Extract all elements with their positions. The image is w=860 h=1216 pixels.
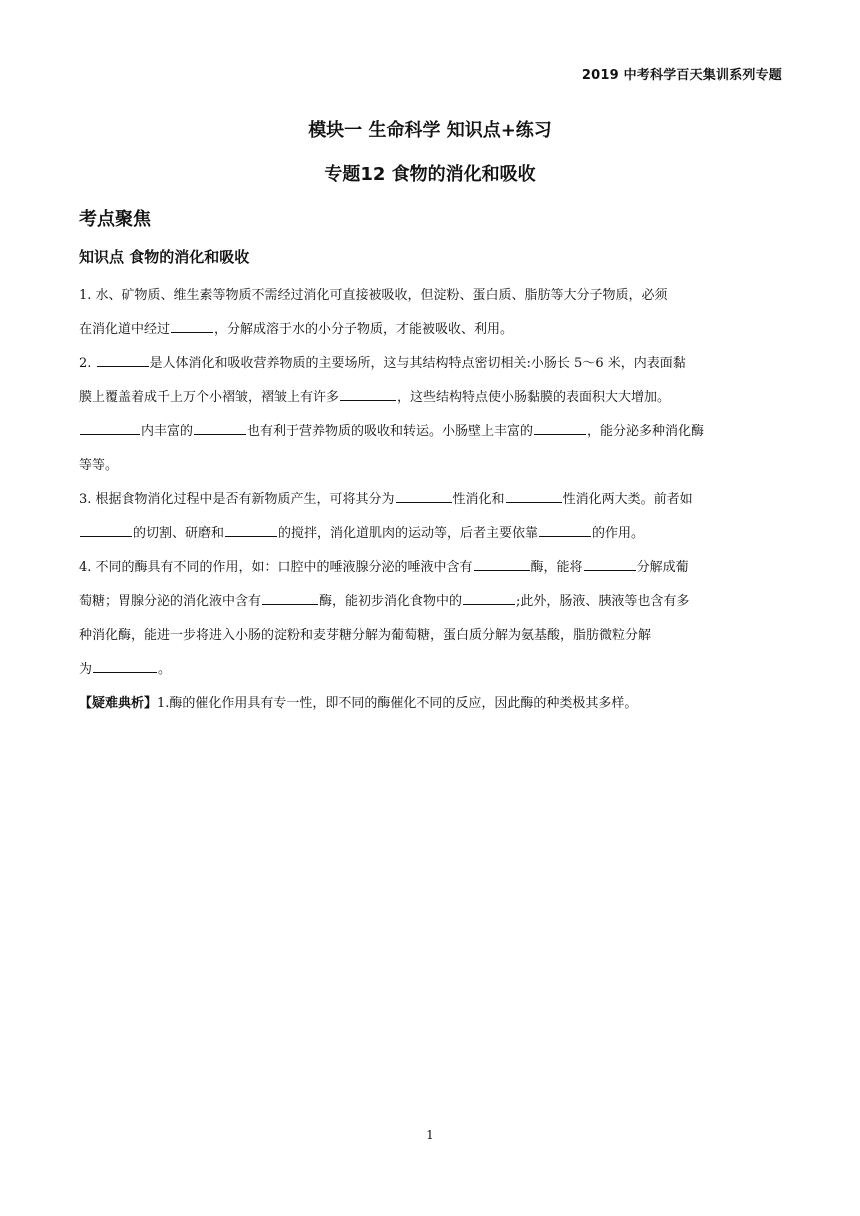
item-4-text: 为: [79, 662, 93, 677]
item-3-text: 性消化两大类。前者如: [562, 492, 693, 507]
fill-blank[interactable]: [93, 658, 157, 673]
fill-blank[interactable]: [474, 556, 530, 571]
knowledge-point-heading: 知识点 食物的消化和吸收: [79, 248, 250, 266]
fill-blank[interactable]: [584, 556, 636, 571]
item-2-line-1: [79, 347, 781, 381]
item-3-text: 的切割、研磨和: [133, 526, 225, 541]
note-label: 【疑难典析】: [79, 696, 158, 711]
fill-blank[interactable]: [97, 352, 149, 367]
item-2-text: 膜上覆盖着成千上万个小褶皱，褶皱上有许多: [79, 390, 340, 405]
fill-blank[interactable]: [225, 522, 277, 537]
item-2-text: 内丰富的: [141, 424, 194, 439]
item-3-text: 的搅拌，消化道肌肉的运动等，后者主要依靠: [278, 526, 539, 541]
item-2-line-2: [79, 381, 781, 415]
item-4-line-3: [79, 619, 781, 653]
item-2-line-4: [79, 449, 781, 483]
item-2-text: ，能分泌多种消化酶: [587, 424, 705, 439]
topic-title: 专题12 食物的消化和吸收: [324, 164, 536, 185]
fill-blank[interactable]: [80, 420, 140, 435]
item-2-text: 是人体消化和吸收营养物质的主要场所，这与其结构特点密切相关:小肠长 5～6 米，内表面黏: [149, 356, 686, 371]
series-header: 2019 中考科学百天集训系列专题: [581, 68, 782, 83]
module-title: 模块一 生命科学 知识点+练习: [308, 120, 552, 141]
item-4-text: 分解成葡: [636, 560, 689, 575]
item-3-text: 性消化和: [452, 492, 505, 507]
fill-blank[interactable]: [506, 488, 562, 503]
section-heading: 考点聚焦: [79, 209, 151, 230]
item-3-line-1: [79, 483, 781, 517]
fill-blank[interactable]: [463, 590, 515, 605]
note-text: 1.酶的催化作用具有专一性，即不同的酶催化不同的反应，因此酶的种类极其多样。: [157, 696, 638, 711]
fill-blank[interactable]: [539, 522, 591, 537]
item-4-line-2: [79, 585, 781, 619]
item-4-text: 。: [158, 662, 172, 677]
fill-blank[interactable]: [340, 386, 396, 401]
item-2-text: 也有利于营养物质的吸收和转运。小肠壁上丰富的: [247, 424, 534, 439]
fill-blank[interactable]: [262, 590, 318, 605]
item-1-text: ，分解成溶于水的小分子物质，才能被吸收、利用。: [214, 322, 514, 337]
item-1-text: 在消化道中经过: [79, 322, 171, 337]
item-3-text: 3. 根据食物消化过程中是否有新物质产生，可将其分为: [79, 492, 395, 507]
item-4-line-4: [79, 653, 781, 687]
item-3-text: 的作用。: [592, 526, 645, 541]
fill-blank[interactable]: [396, 488, 452, 503]
exercise-content: [79, 279, 781, 721]
item-4-text: 酶，能初步消化食物中的: [319, 594, 463, 609]
item-4-text: 萄糖；胃腺分泌的消化液中含有: [79, 594, 262, 609]
item-1-line-1: [79, 279, 781, 313]
item-4-line-1: [79, 551, 781, 585]
item-4-text: 酶，能将: [530, 560, 583, 575]
fill-blank[interactable]: [194, 420, 246, 435]
fill-blank[interactable]: [80, 522, 132, 537]
item-2-text: ，这些结构特点使小肠黏膜的表面积大大增加。: [397, 390, 671, 405]
item-2-line-3: [79, 415, 781, 449]
item-3-line-2: [79, 517, 781, 551]
item-1-line-2: [79, 313, 781, 347]
item-1-text: 1. 水、矿物质、维生素等物质不需经过消化可直接被吸收，但淀粉、蛋白质、脂肪等大分子物质，必须: [79, 288, 668, 303]
item-4-text: ;此外，肠液、胰液等也含有多: [516, 594, 690, 609]
item-2-text: 等等。: [79, 458, 119, 473]
item-2-text: 2.: [79, 356, 96, 371]
fill-blank[interactable]: [171, 318, 213, 333]
item-4-text: 种消化酶，能进一步将进入小肠的淀粉和麦芽糖分解为葡萄糖，蛋白质分解为氨基酸，脂肪微粒分解: [79, 628, 652, 643]
note-line: [79, 687, 781, 721]
fill-blank[interactable]: [534, 420, 586, 435]
page-number: 1: [426, 1128, 434, 1142]
item-4-text: 4. 不同的酶具有不同的作用，如：口腔中的唾液腺分泌的唾液中含有: [79, 560, 473, 575]
